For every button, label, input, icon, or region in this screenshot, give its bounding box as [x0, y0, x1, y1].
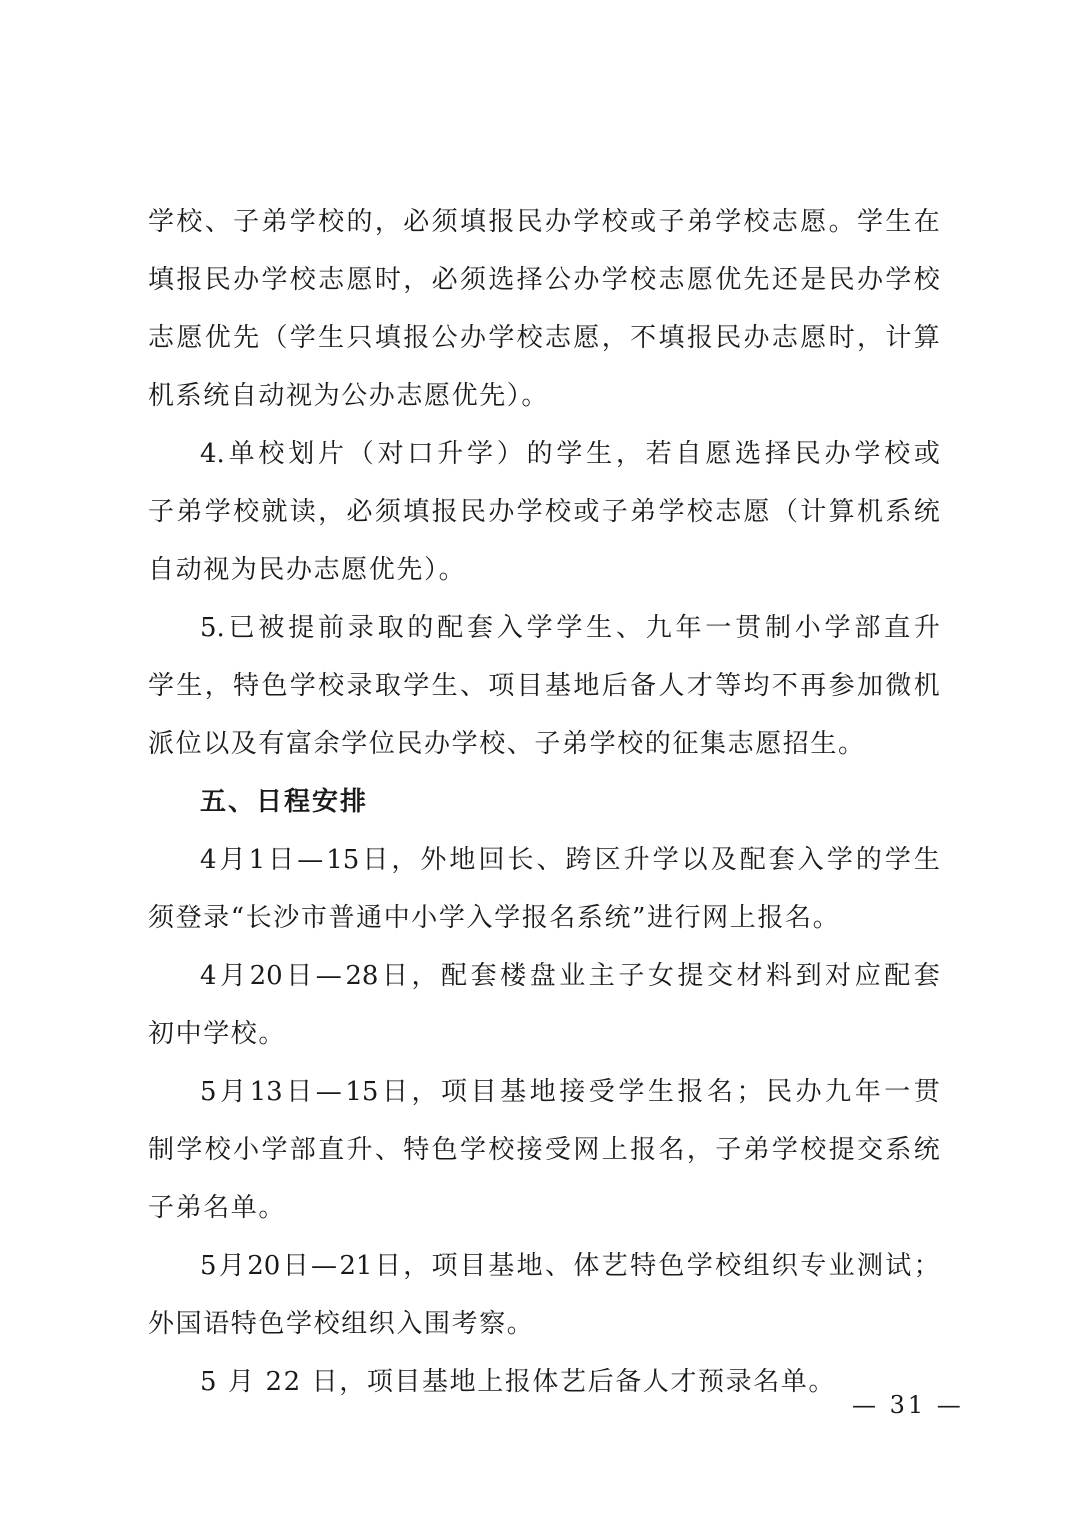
text-line: 子弟名单。 [148, 1193, 287, 1223]
text-line: 志 愿 优 先 （ 学 生 只 填 报 公 办 学 校 志 愿 ， 不 填 报 民 办 志 愿 时 ， 计 算 [148, 323, 940, 353]
text-line: 5 月 13 日 — 15 日 ， 项 目 基 地 接 受 学 生 报 名 ； 民 办 九 年 一 贯 [200, 1077, 940, 1107]
text-line: 外国语特色学校组织入围考察。 [148, 1309, 535, 1339]
text-line: 制 学 校 小 学 部 直 升 、 特 色 学 校 接 受 网 上 报 名 ， 子 弟 学 校 提 交 系 统 [148, 1135, 940, 1165]
section-heading: 五、日程安排 [200, 787, 369, 817]
text-line: 自动视为民办志愿优先）。 [148, 555, 467, 585]
text-line: 学 校 、 子 弟 学 校 的 ， 必 须 填 报 民 办 学 校 或 子 弟 学 校 志 愿 。 学 生 在 [148, 207, 940, 237]
text-line: 5 月 22 日，项目基地上报体艺后备人才预录名单。 [200, 1367, 837, 1397]
text-line: 学 生 ， 特 色 学 校 录 取 学 生 、 项 目 基 地 后 备 人 才 等 均 不 再 参 加 微 机 [148, 671, 940, 701]
text-line: 须登录“长沙市普通中小学入学报名系统”进行网上报名。 [148, 903, 841, 933]
text-line: 4 月 1 日 — 15 日 ， 外 地 回 长 、 跨 区 升 学 以 及 配 套 入 学 的 学 生 [200, 845, 940, 875]
text-line: 派位以及有富余学位民办学校、子弟学校的征集志愿招生。 [148, 729, 866, 759]
text-line: 5. 已 被 提 前 录 取 的 配 套 入 学 学 生 、 九 年 一 贯 制 小 学 部 直 升 [200, 613, 940, 643]
text-line: 5 月 20 日 — 21 日 ， 项 目 基 地 、 体 艺 特 色 学 校 组 织 专 业 测 试 ； [200, 1251, 940, 1281]
text-line: 机系统自动视为公办志愿优先）。 [148, 381, 550, 411]
text-line: 子 弟 学 校 就 读 ， 必 须 填 报 民 办 学 校 或 子 弟 学 校 志 愿 （ 计 算 机 系 统 [148, 497, 940, 527]
text-line: 填 报 民 办 学 校 志 愿 时 ， 必 须 选 择 公 办 学 校 志 愿 优 先 还 是 民 办 学 校 [148, 265, 940, 295]
page-number: — 31 — [852, 1391, 964, 1419]
text-line: 4 月 20 日 — 28 日 ， 配 套 楼 盘 业 主 子 女 提 交 材 料 到 对 应 配 套 [200, 961, 940, 991]
text-line: 初中学校。 [148, 1019, 287, 1049]
text-line: 4. 单 校 划 片 （ 对 口 升 学 ） 的 学 生 ， 若 自 愿 选 择 民 办 学 校 或 [200, 439, 940, 469]
